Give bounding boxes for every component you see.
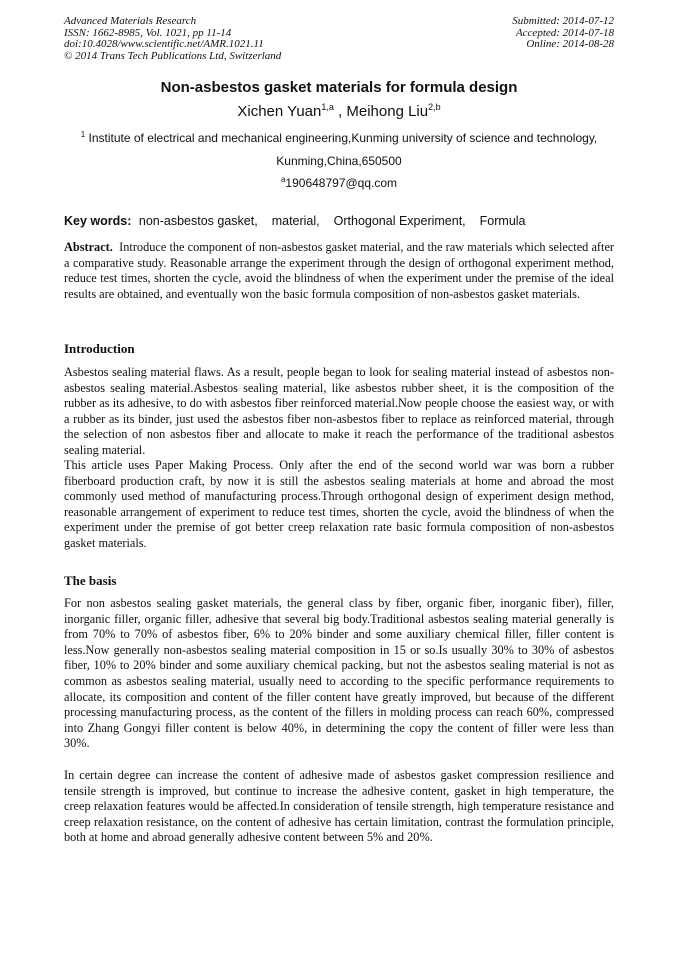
- abstract-label: Abstract.: [64, 240, 113, 254]
- affiliation-line-1: [0, 131, 678, 145]
- author-superscript: 2,b: [428, 102, 441, 112]
- paper-title: Non-asbestos gasket materials for formula design: [160, 79, 518, 96]
- journal-copyright: © 2014 Trans Tech Publications Ltd, Switzerland: [64, 50, 282, 63]
- online-date: Online: 2014-08-28: [526, 38, 614, 51]
- publication-dates: [512, 16, 614, 51]
- abstract: [64, 240, 614, 302]
- keywords: [64, 214, 624, 228]
- journal-doi: doi:10.4028/www.scientific.net/AMR.1021.11: [64, 38, 264, 51]
- author-list: [0, 103, 678, 120]
- abstract-text: Introduce the component of non-asbestos gasket material, and the raw materials which selected after a comparative study. Reasonable arrange the experiment through the design of orthogonal experiment method, reduce test times, shorten the cycle, avoid the blindness of when the experiment under the premise of the ideal results are obtained, and eventually won the basic formula composition of non-asbestos gasket materials.: [64, 240, 614, 301]
- author-name: Xichen Yuan: [237, 103, 322, 120]
- keyword: Orthogonal Experiment,: [333, 214, 466, 228]
- body-paragraph: Asbestos sealing material flaws. As a result, people began to look for sealing material instead of asbestos non-asbestos sealing material.Asbestos sealing material, like asbestos rubber sheet, it is the composition of the rubber as its adhesive, to do with asbestos fiber reinforced material.Now people choose the easiest way, or with a rubber as its binder, just used the asbestos fiber non-asbestos fiber to replace as reinforced material, through the selection of non asbestos fiber and allocate to make it reach the performance of the traditional asbestos sealing material.: [64, 365, 614, 457]
- author-separator: ,: [333, 103, 347, 120]
- author-superscript: 1,a: [321, 102, 334, 112]
- accepted-date: Accepted: 2014-07-18: [515, 26, 614, 39]
- keyword: Formula: [479, 214, 526, 228]
- affiliation-text: Institute of electrical and mechanical engineering,Kunming university of science and technology,: [88, 131, 598, 145]
- author-name: Meihong Liu: [346, 103, 429, 120]
- body-paragraph: In certain degree can increase the content of adhesive made of asbestos gasket compression resilience and tensile strength is improved, but continue to increase the adhesive content, gasket in high temperature, the creep relaxation features would be affected.In consideration of tensile strength, high temperature resistance and creep relaxation resistance, on the content of adhesive has certain limitation, contrast the formulation principle, both at home and abroad generally adhesive content between 5% and 20%.: [64, 768, 614, 845]
- keyword: non-asbestos gasket,: [138, 214, 258, 228]
- email-address: 190648797@qq.com: [285, 176, 398, 190]
- submitted-date: Submitted: 2014-07-12: [512, 15, 614, 27]
- keywords-label: Key words:: [64, 214, 132, 228]
- body-paragraph: For non asbestos sealing gasket materials, the general class by fiber, organic fiber, inorganic fiber), filler, inorganic filler, organic filler, adhesive that several big body.Traditional asbestos sealing material generally is from 70% to 70% of asbestos fiber, 6% to 20% binder and some auxiliary chemical filler, filler content is less.Now generally non-asbestos sealing material composition in 15 or so.Is usually 30% to 30% of asbestos fiber, 10% to 20% binder and some auxiliary chemical packing, but not the asbestos sealing material is not as common as asbestos sealing material, usually need to according to the specific performance requirements to allocate, its composition and content of the filler content have greatly improved, but because of the different processing manufacturing process, as the content of the fillers in molding process can reach 60%, compressed into Zhang Gongyi filler content is below 40%, in determining the copy the content of filler were less than 30%.: [64, 596, 614, 751]
- journal-issn: ISSN: 1662-8985, Vol. 1021, pp 11-14: [64, 26, 232, 39]
- section-heading-introduction: Introduction: [64, 341, 135, 356]
- journal-info: [64, 16, 281, 63]
- affiliation-line-2: Kunming,China,650500: [276, 154, 402, 168]
- author-email: [0, 176, 678, 190]
- affiliation-superscript: 1: [80, 130, 86, 139]
- keyword: material,: [271, 214, 320, 228]
- journal-name: Advanced Materials Research: [64, 15, 197, 27]
- section-heading-the-basis: The basis: [64, 573, 117, 588]
- email-superscript: a: [280, 175, 286, 184]
- body-paragraph: This article uses Paper Making Process. Only after the end of the second world war was born a rubber fiberboard production craft, by now it is still the asbestos sealing materials at home and abroad the most commonly used method of manufacturing process.Through orthogonal design of experiment design method, reasonable arrangement of experiment to reduce test times, shorten the cycle, avoid the blindness of when the experiment under the premise of got better creep relaxation rate basic formula composition of non-asbestos gasket materials.: [64, 458, 614, 550]
